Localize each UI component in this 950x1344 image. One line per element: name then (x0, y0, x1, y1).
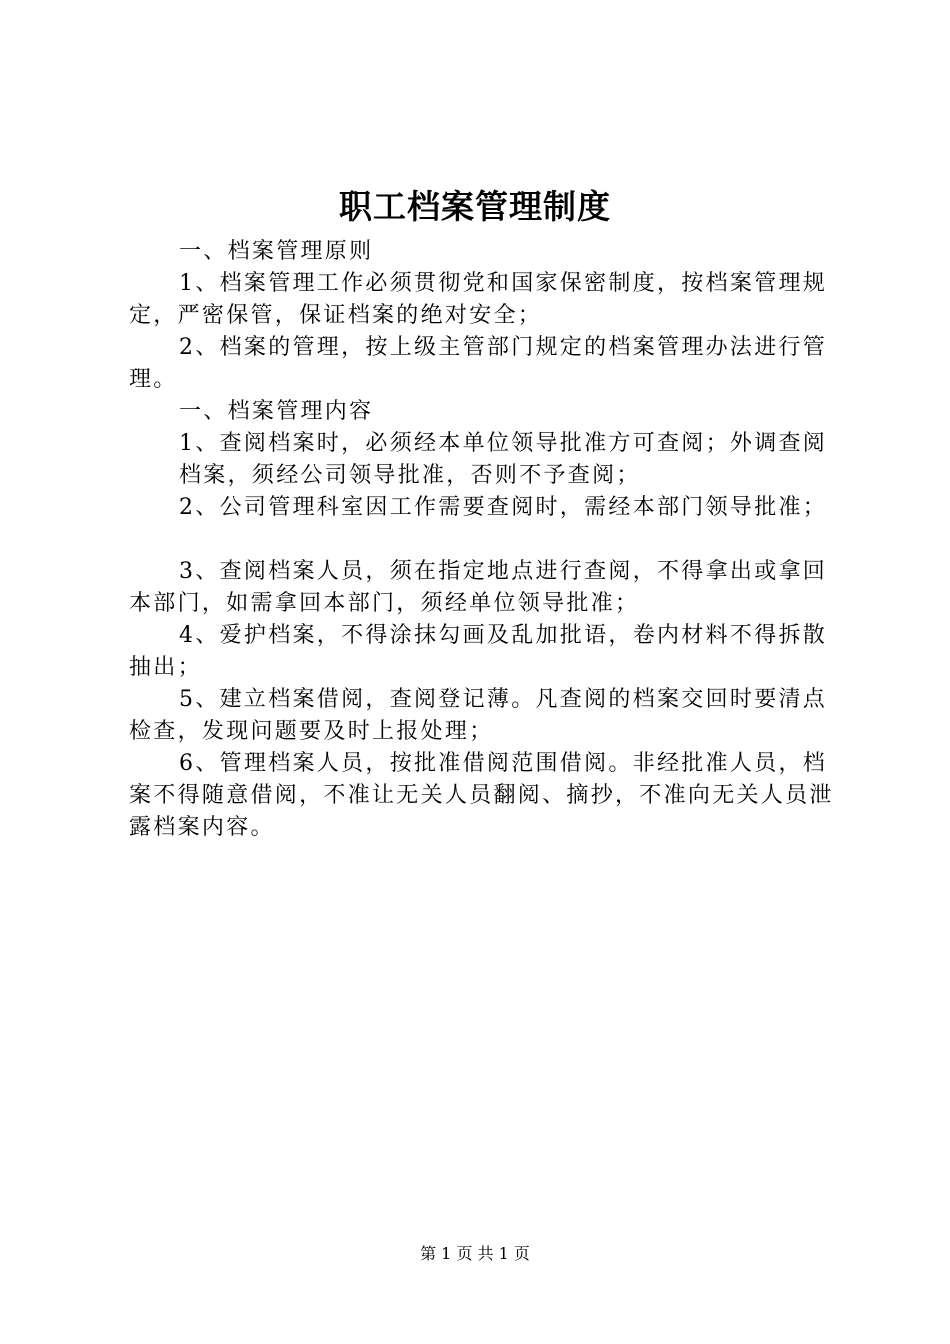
paragraph-content-4: 4、爱护档案，不得涂抹勾画及乱加批语，卷内材料不得拆散抽出； (129, 623, 828, 680)
document-body (129, 236, 839, 844)
section-heading-content: 一、档案管理内容 (179, 399, 374, 424)
paragraph-content-3: 3、查阅档案人员，须在指定地点进行查阅，不得拿出或拿回本部门，如需拿回本部门，须经单位领导批准； (129, 559, 828, 616)
paragraph-content-6: 6、管理档案人员，按批准借阅范围借阅。非经批准人员，档案不得随意借阅，不准让无关人员翻阅、摘抄，不准向无关人员泄露档案内容。 (129, 751, 834, 840)
paragraph-content-2: 2、公司管理科室因工作需要查阅时，需经本部门领导批准； (179, 495, 828, 520)
paragraph-content-1-continued: 档案，须经公司领导批准，否则不予查阅； (179, 463, 641, 488)
paragraph-content-5: 5、建立档案借阅，查阅登记薄。凡查阅的档案交回时要清点检查，发现问题要及时上报处理； (129, 687, 828, 744)
document-title: 职工档案管理制度 (339, 187, 611, 226)
paragraph-principle-2: 2、档案的管理，按上级主管部门规定的档案管理办法进行管理。 (129, 335, 828, 392)
blank-line (129, 524, 839, 556)
page-number-footer: 第 1 页 共 1 页 (420, 1244, 530, 1263)
paragraph-principle-1: 1、档案管理工作必须贯彻党和国家保密制度，按档案管理规定，严密保管，保证档案的绝对安全； (129, 271, 828, 328)
paragraph-content-1: 1、查阅档案时，必须经本单位领导批准方可查阅；外调查阅 (179, 431, 828, 456)
section-heading-principles: 一、档案管理原则 (179, 239, 374, 264)
